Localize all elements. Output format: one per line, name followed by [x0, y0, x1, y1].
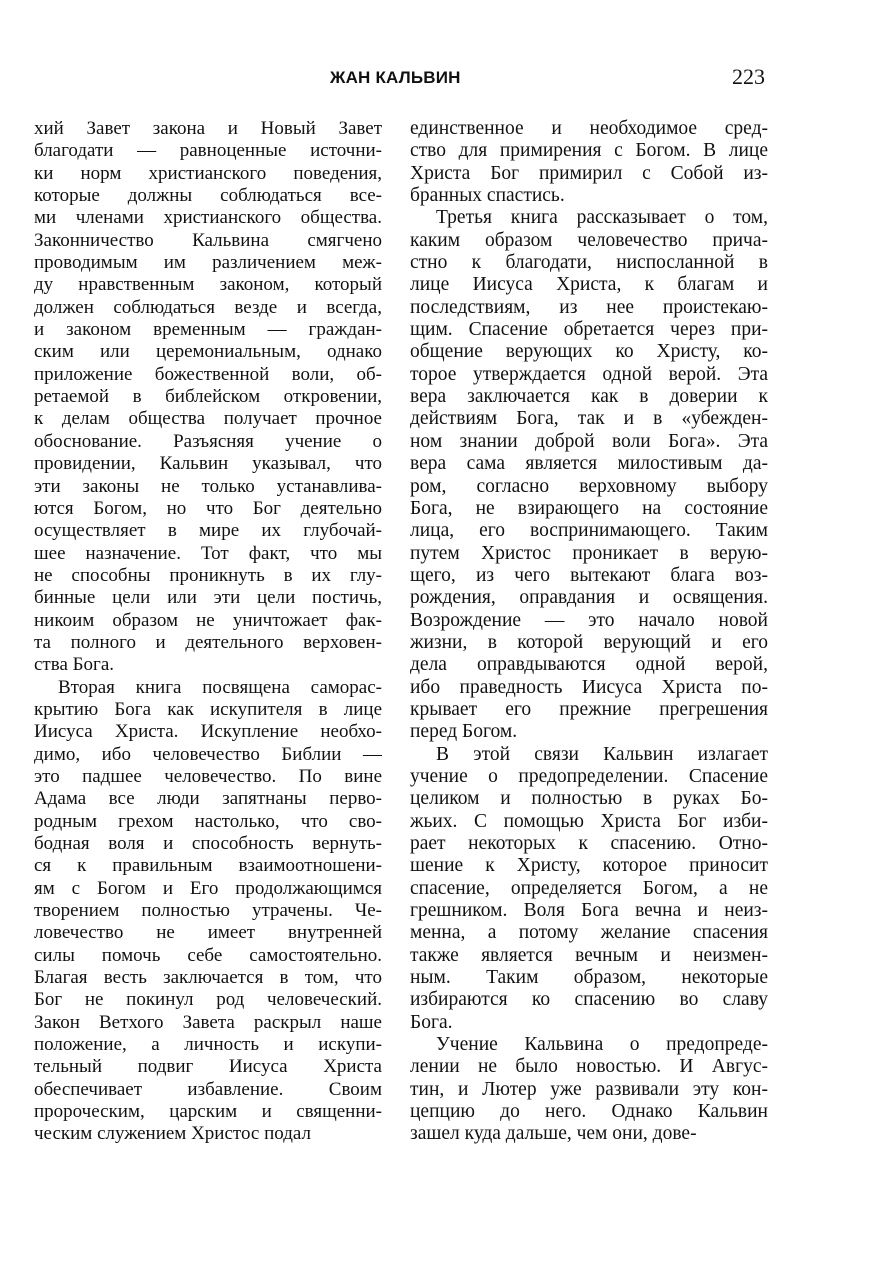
right-column	[410, 118, 768, 1146]
text-line: Закон Ветхого Завета раскрыл наше	[34, 1011, 382, 1033]
text-line: жьих. С помощью Христа Бог изби-	[410, 810, 768, 832]
text-line: проводимым им различением меж-	[34, 252, 382, 274]
text-line: Учение Кальвина о предопреде-	[436, 1034, 768, 1056]
text-line: рождения, оправдания и освящения.	[410, 587, 768, 609]
text-line: шение к Христу, которое приносит	[410, 855, 768, 877]
text-line: Христа Бог примирил с Собой из-	[410, 162, 768, 184]
text-line: В этой связи Кальвин излагает	[436, 743, 768, 765]
text-line: лица, его воспринимающего. Таким	[410, 520, 768, 542]
text-line: ся к правильным взаимоотношени-	[34, 855, 382, 877]
text-line: ретаемой в библейском откровении,	[34, 386, 382, 408]
text-line: благодати — равноценные источни-	[34, 140, 382, 162]
text-line: обеспечивает избавление. Своим	[34, 1078, 382, 1100]
text-line: торое утверждается одной верой. Эта	[410, 363, 768, 385]
text-line: Бог не покинул род человеческий.	[34, 989, 382, 1011]
text-line: ловечество не имеет внутренней	[34, 922, 382, 944]
text-line: зашел куда дальше, чем они, дове-	[410, 1123, 697, 1145]
text-line: Законничество Кальвина смягчено	[34, 229, 382, 251]
text-line: грешником. Воля Бога вечна и неиз-	[410, 900, 768, 922]
text-line: ибо праведность Иисуса Христа по-	[410, 676, 768, 698]
text-line: учение о предопределении. Спасение	[410, 765, 768, 787]
text-line: лице Иисуса Христа, к благам и	[410, 274, 768, 296]
text-line: Возрождение — это начало новой	[410, 609, 768, 631]
text-line: та полного и деятельного верховен-	[34, 631, 382, 653]
text-line: избираются ко спасению во славу	[410, 989, 768, 1011]
text-line: тин, и Лютер уже развивали эту кон-	[410, 1078, 768, 1100]
text-line: ным. Таким образом, некоторые	[410, 967, 768, 989]
text-line: последствиям, из нее проистекаю-	[410, 296, 768, 318]
text-line: вера заключается как в доверии к	[410, 386, 768, 408]
text-line: Бога, не взирающего на состояние	[410, 497, 768, 519]
left-column	[34, 118, 382, 1146]
text-line: ство для примирения с Богом. В лице	[410, 140, 768, 162]
text-line: ческим служением Христос подал	[34, 1123, 311, 1145]
text-line: димо, ибо человечество Библии —	[34, 743, 382, 765]
text-line: вера сама является милостивым да-	[410, 453, 768, 475]
text-line: обоснование. Разъясняя учение о	[34, 430, 382, 452]
text-line: положение, а личность и искупи-	[34, 1034, 382, 1056]
text-line: ства Бога.	[34, 654, 115, 676]
text-line: жизни, в которой верующий и его	[410, 631, 768, 653]
page-number: 223	[732, 64, 765, 89]
text-line: Иисуса Христа. Искупление необхо-	[34, 721, 382, 743]
text-line: хий Завет закона и Новый Завет	[34, 118, 382, 139]
text-line: силы помочь себе самостоятельно.	[34, 944, 382, 966]
text-line: Бога.	[410, 1011, 453, 1033]
text-line: должен соблюдаться везде и всегда,	[34, 296, 382, 318]
text-line: Третья книга рассказывает о том,	[436, 207, 768, 229]
text-line: крывает его прежние прегрешения	[410, 698, 768, 720]
text-line: творением полностью утрачены. Че-	[34, 900, 382, 922]
text-line: щего, из чего вытекают блага воз-	[410, 564, 768, 586]
text-line: осуществляет в мире их глубочай-	[34, 520, 382, 542]
text-line: тельный подвиг Иисуса Христа	[34, 1056, 382, 1078]
text-line: щим. Спасение обретается через при-	[410, 319, 768, 341]
text-line: каким образом человечество прича-	[410, 229, 768, 251]
text-line: единственное и необходимое сред-	[410, 118, 768, 139]
text-line: крытию Бога как искупителя в лице	[34, 698, 382, 720]
text-line: эти законы не только устанавлива-	[34, 475, 382, 497]
text-line: ки норм христианского поведения,	[34, 162, 382, 184]
text-line: ном знании доброй воли Бога». Эта	[410, 430, 768, 452]
text-line: общение верующих ко Христу, ко-	[410, 341, 768, 363]
text-line: к делам общества получает прочное	[34, 408, 382, 430]
text-line: ду нравственным законом, который	[34, 274, 382, 296]
text-line: целиком и полностью в руках Бо-	[410, 788, 768, 810]
text-line: бодная воля и способность вернуть-	[34, 833, 382, 854]
text-line: также является вечным и неизмен-	[410, 944, 768, 966]
text-line: бинные цели или эти цели постичь,	[34, 587, 382, 609]
text-line: стно к благодати, ниспосланной в	[410, 252, 768, 274]
text-line: которые должны соблюдаться все-	[34, 185, 382, 207]
text-line: приложение божественной воли, об-	[34, 363, 382, 385]
text-line: ются Богом, но что Бог деятельно	[34, 497, 382, 519]
text-line: менна, а потому желание спасения	[410, 922, 768, 944]
text-line: цепцию до него. Однако Кальвин	[410, 1101, 768, 1123]
text-line: никоим образом не уничтожает фак-	[34, 609, 382, 631]
text-line: ям с Богом и Его продолжающимся	[34, 877, 382, 899]
text-line: это падшее человечество. По вине	[34, 765, 382, 787]
text-line: дела оправдываются одной верой,	[410, 654, 768, 676]
running-title: ЖАН КАЛЬВИН	[330, 68, 461, 87]
text-line: Адама все люди запятнаны перво-	[34, 788, 382, 810]
text-line: ским или церемониальным, однако	[34, 341, 382, 363]
text-line: действиям Бога, так и в «убежден-	[410, 408, 768, 430]
text-line: и законом временным — граждан-	[34, 319, 382, 341]
text-line: путем Христос проникает в верую-	[410, 542, 768, 564]
text-line: ми членами христианского общества.	[34, 207, 382, 229]
text-line: спасение, определяется Богом, а не	[410, 877, 768, 899]
text-line: Благая весть заключается в том, что	[34, 967, 382, 989]
text-line: родным грехом настолько, что сво-	[34, 810, 382, 832]
text-line: лении не было новостью. И Авгус-	[410, 1056, 768, 1078]
text-line: провидении, Кальвин указывал, что	[34, 453, 382, 475]
text-line: перед Богом.	[410, 721, 518, 743]
text-line: рает некоторых к спасению. Отно-	[410, 833, 768, 854]
text-line: Вторая книга посвящена саморас-	[58, 676, 382, 698]
text-line: бранных спастись.	[410, 185, 565, 207]
text-line: ром, согласно верховному выбору	[410, 475, 768, 497]
text-line: шее назначение. Тот факт, что мы	[34, 542, 382, 564]
text-line: не способны проникнуть в их глу-	[34, 564, 382, 586]
text-line: пророческим, царским и священни-	[34, 1101, 382, 1123]
